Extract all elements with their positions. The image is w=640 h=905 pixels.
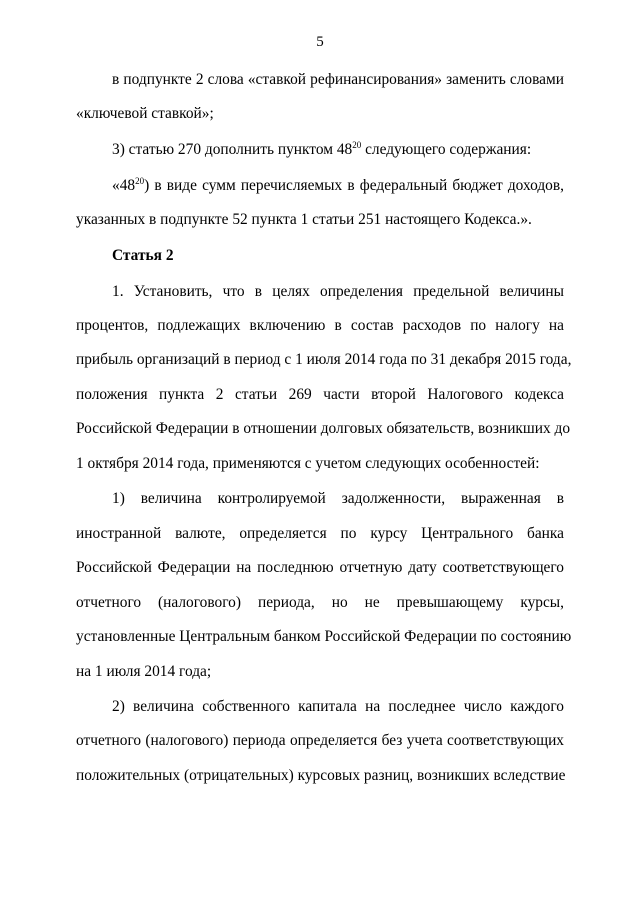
text-segment: «48 bbox=[112, 177, 136, 194]
superscript: 20 bbox=[352, 140, 362, 150]
text-line: 1) величина контролируемой задолженности, выраженная в bbox=[112, 490, 564, 507]
text-line: отчетного (налогового) периода определяется без учета соответствующих bbox=[76, 732, 564, 749]
text-line: 1 октября 2014 года, применяются с учетом следующих особенностей: bbox=[76, 455, 540, 472]
text-line bbox=[112, 176, 564, 196]
text-line: Российской Федерации в отношении долговых обязательств, возникших до bbox=[76, 420, 571, 437]
text-line: указанных в подпункте 52 пункта 1 статьи 251 настоящего Кодекса.». bbox=[76, 211, 532, 228]
text-line: положительных (отрицательных) курсовых разниц, возникших вследствие bbox=[76, 767, 566, 784]
article-heading: Статья 2 bbox=[112, 247, 174, 264]
text-segment: 3) статью 270 дополнить пунктом 48 bbox=[112, 141, 353, 158]
text-line: отчетного (налогового) периода, но не превышающему курсы, bbox=[76, 594, 564, 611]
text-line: Российской Федерации на последнюю отчетную дату соответствующего bbox=[76, 559, 564, 576]
text-segment: следующего содержания: bbox=[361, 141, 532, 158]
text-line: на 1 июля 2014 года; bbox=[76, 663, 212, 680]
text-line: иностранной валюте, определяется по курсу Центрального банка bbox=[76, 525, 564, 542]
text-line: процентов, подлежащих включению в состав расходов по налогу на bbox=[76, 317, 564, 334]
text-line: 2) величина собственного капитала на последнее число каждого bbox=[112, 698, 564, 715]
superscript: 20 bbox=[135, 176, 145, 186]
text-line: прибыль организаций в период с 1 июля 2014 года по 31 декабря 2015 года, bbox=[76, 351, 572, 368]
text-line: установленные Центральным банком Российской Федерации по состоянию bbox=[76, 628, 572, 645]
text-line: «ключевой ставкой»; bbox=[76, 105, 214, 122]
page-number: 5 bbox=[316, 34, 324, 50]
text-segment: ) в виде сумм перечисляемых в федеральный бюджет доходов, bbox=[144, 177, 564, 194]
text-line: 1. Установить, что в целях определения предельной величины bbox=[112, 283, 564, 300]
text-line: в подпункте 2 слова «ставкой рефинансирования» заменить словами bbox=[112, 71, 564, 88]
text-line: положения пункта 2 статьи 269 части второй Налогового кодекса bbox=[76, 386, 564, 403]
text-line bbox=[112, 140, 564, 160]
